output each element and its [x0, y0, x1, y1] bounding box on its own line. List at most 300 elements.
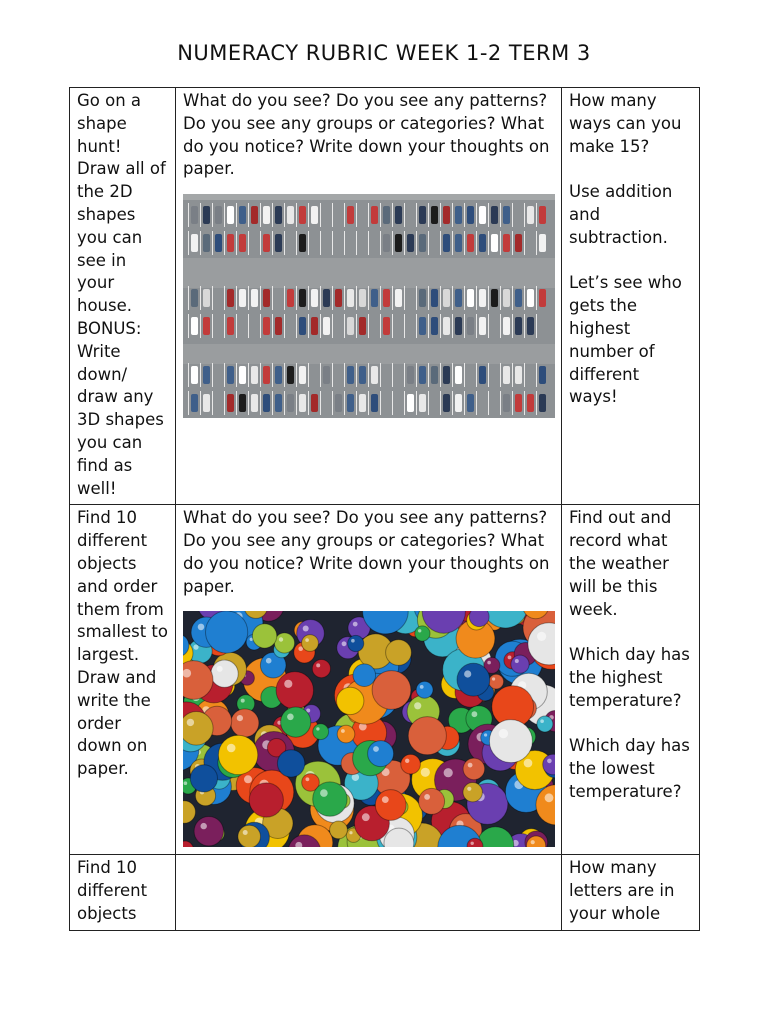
- marble-highlight: [341, 729, 345, 733]
- car: [311, 289, 318, 307]
- marble-highlight: [198, 623, 205, 630]
- car: [359, 289, 366, 307]
- parking-line: [188, 286, 189, 310]
- car: [455, 234, 462, 252]
- parking-line: [344, 231, 345, 255]
- marble-highlight: [472, 711, 478, 717]
- car: [347, 317, 354, 335]
- parking-line: [416, 231, 417, 255]
- parking-line: [296, 363, 297, 387]
- parking-line: [440, 203, 441, 227]
- car: [215, 234, 222, 252]
- marble: [463, 782, 482, 801]
- car: [215, 206, 222, 224]
- marble-highlight: [266, 657, 272, 663]
- parking-line: [296, 286, 297, 310]
- cell-letters: [562, 855, 700, 930]
- marble: [211, 660, 238, 687]
- car: [443, 394, 450, 412]
- marble-highlight: [342, 641, 347, 646]
- parking-line: [212, 286, 213, 310]
- car: [539, 289, 546, 307]
- car: [227, 394, 234, 412]
- car: [275, 366, 282, 384]
- parking-line: [440, 286, 441, 310]
- parking-line: [200, 286, 201, 310]
- rubric-table: [69, 87, 700, 931]
- car: [299, 366, 306, 384]
- car: [443, 206, 450, 224]
- parking-line: [224, 231, 225, 255]
- marble: [375, 789, 406, 820]
- marble: [457, 663, 490, 696]
- car: [359, 394, 366, 412]
- parking-line: [320, 363, 321, 387]
- car: [443, 289, 450, 307]
- car: [239, 394, 246, 412]
- car: [455, 317, 462, 335]
- parking-line: [392, 363, 393, 387]
- parking-line: [344, 286, 345, 310]
- car: [491, 206, 498, 224]
- parking-line: [248, 314, 249, 338]
- parking-line: [356, 363, 357, 387]
- cell-text: Find 10 different objects and order them from smallest to largest. Draw and write the order down on paper.: [77, 508, 174, 779]
- car: [311, 206, 318, 224]
- marble-highlight: [351, 638, 355, 642]
- car: [371, 289, 378, 307]
- parking-line: [428, 203, 429, 227]
- parking-line: [512, 363, 513, 387]
- car: [191, 206, 198, 224]
- parking-line: [392, 203, 393, 227]
- marble: [489, 719, 532, 762]
- car: [227, 317, 234, 335]
- car: [239, 206, 246, 224]
- car: [455, 394, 462, 412]
- car: [263, 206, 270, 224]
- car: [299, 394, 306, 412]
- car: [263, 317, 270, 335]
- parking-line: [416, 363, 417, 387]
- car: [323, 317, 330, 335]
- car: [503, 317, 510, 335]
- parking-line: [260, 363, 261, 387]
- car: [275, 234, 282, 252]
- car: [335, 394, 342, 412]
- parking-line: [224, 363, 225, 387]
- car: [467, 234, 474, 252]
- parking-line: [512, 203, 513, 227]
- parking-line: [524, 391, 525, 415]
- marble: [277, 749, 304, 776]
- car: [347, 394, 354, 412]
- parking-line: [344, 363, 345, 387]
- parking-line: [524, 363, 525, 387]
- parking-line: [536, 363, 537, 387]
- parking-line: [488, 286, 489, 310]
- car: [251, 206, 258, 224]
- marble-highlight: [201, 822, 207, 828]
- marble-highlight: [316, 663, 320, 667]
- marble-highlight: [421, 767, 430, 776]
- parking-line: [536, 286, 537, 310]
- parking-line: [404, 286, 405, 310]
- car: [431, 366, 438, 384]
- parking-line: [380, 286, 381, 310]
- parking-line: [248, 286, 249, 310]
- car: [503, 206, 510, 224]
- parking-line: [188, 203, 189, 227]
- parking-line: [428, 231, 429, 255]
- parking-line: [272, 363, 273, 387]
- parking-line: [476, 363, 477, 387]
- parking-line: [428, 391, 429, 415]
- car: [431, 289, 438, 307]
- parking-line: [368, 314, 369, 338]
- parking-line: [452, 314, 453, 338]
- marble: [416, 681, 433, 698]
- parking-line: [512, 314, 513, 338]
- marble: [190, 764, 217, 791]
- parking-line: [284, 286, 285, 310]
- car: [539, 206, 546, 224]
- marble: [281, 707, 311, 737]
- parking-line: [380, 203, 381, 227]
- car: [491, 289, 498, 307]
- parking-line: [536, 391, 537, 415]
- marble: [231, 708, 259, 736]
- car: [419, 366, 426, 384]
- car: [467, 317, 474, 335]
- parking-line: [320, 286, 321, 310]
- cell-text: Find out and record what the weather will be this week. Which day has the highest temperature? Which day has the lowest temperature?: [569, 508, 690, 801]
- car: [287, 206, 294, 224]
- marble-highlight: [531, 840, 535, 844]
- marble-highlight: [184, 781, 188, 785]
- car: [239, 234, 246, 252]
- marble: [353, 663, 376, 686]
- car: [407, 234, 414, 252]
- parking-line: [308, 286, 309, 310]
- cell-text: Go on a shape hunt! Draw all of the 2D shapes you can see in your house. BONUS: Write down/ draw any 3D shapes you can find as well!: [77, 91, 172, 498]
- marble-highlight: [492, 677, 495, 680]
- marble-highlight: [284, 679, 292, 687]
- parking-line: [464, 314, 465, 338]
- parking-line: [368, 203, 369, 227]
- parking-line: [356, 203, 357, 227]
- marble: [252, 623, 276, 647]
- marble: [330, 821, 348, 839]
- parking-line: [488, 391, 489, 415]
- parking-line: [224, 286, 225, 310]
- parking-line: [248, 391, 249, 415]
- car: [479, 206, 486, 224]
- car: [527, 394, 534, 412]
- marble-highlight: [227, 743, 236, 752]
- parking-line: [272, 391, 273, 415]
- parking-line: [380, 231, 381, 255]
- parking-line: [392, 314, 393, 338]
- car: [203, 394, 210, 412]
- parking-line: [476, 314, 477, 338]
- marble-highlight: [287, 713, 294, 720]
- car: [503, 394, 510, 412]
- marble: [206, 611, 248, 653]
- marble-highlight: [237, 715, 243, 721]
- marble-highlight: [444, 768, 453, 777]
- car: [515, 289, 522, 307]
- marble-highlight: [241, 698, 245, 702]
- car: [539, 366, 546, 384]
- car: [539, 234, 546, 252]
- car: [479, 317, 486, 335]
- parking-line: [260, 231, 261, 255]
- parking-line: [416, 314, 417, 338]
- parking-line: [416, 203, 417, 227]
- parking-line: [296, 203, 297, 227]
- parking-line: [200, 203, 201, 227]
- cell-shape-hunt: [70, 88, 176, 505]
- parking-line: [332, 231, 333, 255]
- parking-line: [500, 363, 501, 387]
- parking-line: [332, 363, 333, 387]
- marble-highlight: [420, 685, 424, 689]
- parking-line: [488, 363, 489, 387]
- parking-line: [356, 314, 357, 338]
- parking-line: [404, 231, 405, 255]
- marble: [408, 716, 446, 754]
- parking-line: [380, 363, 381, 387]
- car: [311, 317, 318, 335]
- marble-highlight: [405, 758, 409, 762]
- car: [299, 317, 306, 335]
- marble-highlight: [320, 789, 328, 797]
- car: [527, 206, 534, 224]
- car: [383, 317, 390, 335]
- marble-highlight: [547, 758, 552, 763]
- parking-line: [428, 314, 429, 338]
- parking-line: [536, 314, 537, 338]
- car: [239, 289, 246, 307]
- parking-line: [488, 203, 489, 227]
- car: [347, 366, 354, 384]
- parking-line: [452, 231, 453, 255]
- car: [443, 317, 450, 335]
- parking-line: [296, 391, 297, 415]
- parking-line: [428, 286, 429, 310]
- car: [203, 366, 210, 384]
- parking-line: [524, 231, 525, 255]
- car: [287, 289, 294, 307]
- car: [203, 289, 210, 307]
- marble-highlight: [306, 777, 310, 781]
- parking-line: [248, 231, 249, 255]
- parking-line: [488, 314, 489, 338]
- marble: [337, 725, 355, 743]
- car: [251, 394, 258, 412]
- parking-line: [320, 203, 321, 227]
- car: [359, 366, 366, 384]
- marble: [276, 671, 313, 708]
- parking-line: [476, 203, 477, 227]
- cell-marbles: [176, 505, 562, 855]
- parking-line: [236, 363, 237, 387]
- car: [383, 206, 390, 224]
- car: [383, 289, 390, 307]
- parking-line: [356, 391, 357, 415]
- parking-line: [260, 286, 261, 310]
- parking-line: [272, 314, 273, 338]
- car: [191, 234, 198, 252]
- car: [419, 317, 426, 335]
- car: [251, 289, 258, 307]
- car: [371, 206, 378, 224]
- table-row: [70, 88, 700, 505]
- marble: [313, 781, 347, 815]
- parking-line: [392, 391, 393, 415]
- marble-highlight: [305, 638, 309, 642]
- parking-line: [188, 391, 189, 415]
- parking-line: [392, 231, 393, 255]
- marble: [183, 711, 213, 745]
- parking-line: [368, 231, 369, 255]
- marble-highlight: [373, 746, 379, 752]
- marble: [274, 632, 294, 652]
- car: [323, 366, 330, 384]
- car: [407, 366, 414, 384]
- parking-line: [212, 391, 213, 415]
- car: [407, 394, 414, 412]
- parking-line: [344, 391, 345, 415]
- marble: [348, 635, 364, 651]
- parking-line: [512, 391, 513, 415]
- marble-highlight: [537, 631, 546, 640]
- car: [203, 234, 210, 252]
- parking-line: [308, 363, 309, 387]
- car: [455, 206, 462, 224]
- marble-highlight: [244, 775, 252, 783]
- parking-line: [476, 286, 477, 310]
- parking-line: [284, 363, 285, 387]
- car: [311, 394, 318, 412]
- parking-line: [524, 286, 525, 310]
- car: [263, 289, 270, 307]
- parking-line: [428, 363, 429, 387]
- cell-parking-lot: [176, 88, 562, 505]
- parking-line: [212, 231, 213, 255]
- marble: [537, 716, 553, 732]
- parking-line: [236, 203, 237, 227]
- car: [395, 234, 402, 252]
- marble-highlight: [545, 793, 554, 802]
- parking-line: [524, 203, 525, 227]
- marble: [313, 723, 329, 739]
- parking-line: [320, 391, 321, 415]
- car: [263, 394, 270, 412]
- car: [203, 206, 210, 224]
- parking-line: [404, 391, 405, 415]
- cell-text: How many letters are in your whole: [569, 858, 680, 923]
- parking-line: [464, 391, 465, 415]
- marble-highlight: [187, 718, 194, 725]
- marble-highlight: [468, 762, 473, 767]
- parking-line: [272, 286, 273, 310]
- car: [251, 366, 258, 384]
- marble: [218, 735, 257, 774]
- car: [455, 289, 462, 307]
- parking-line: [188, 231, 189, 255]
- car: [275, 317, 282, 335]
- car: [191, 289, 198, 307]
- car: [443, 366, 450, 384]
- car: [275, 206, 282, 224]
- parking-line: [464, 203, 465, 227]
- marble: [419, 788, 445, 814]
- parking-line: [224, 314, 225, 338]
- parking-line: [284, 231, 285, 255]
- car: [347, 206, 354, 224]
- parking-line: [464, 286, 465, 310]
- marble-highlight: [303, 625, 309, 631]
- car: [527, 289, 534, 307]
- parking-line: [488, 231, 489, 255]
- car: [263, 366, 270, 384]
- marble: [469, 611, 489, 627]
- car: [491, 234, 498, 252]
- marble: [249, 782, 283, 816]
- parking-line: [440, 391, 441, 415]
- car: [443, 234, 450, 252]
- parking-line: [284, 314, 285, 338]
- car: [227, 206, 234, 224]
- parking-line: [236, 231, 237, 255]
- car: [503, 366, 510, 384]
- car: [227, 234, 234, 252]
- marbles-photo: [183, 611, 555, 847]
- parking-line: [284, 203, 285, 227]
- parking-line: [500, 203, 501, 227]
- marble-highlight: [540, 719, 544, 723]
- parking-line: [500, 231, 501, 255]
- parking-line: [452, 203, 453, 227]
- parking-line: [404, 363, 405, 387]
- parking-line: [440, 314, 441, 338]
- marble-highlight: [414, 702, 421, 709]
- parking-line: [452, 286, 453, 310]
- cell-weather: [562, 505, 700, 855]
- car: [323, 289, 330, 307]
- cell-find-objects: [70, 855, 176, 930]
- parking-line: [212, 203, 213, 227]
- parking-line: [416, 286, 417, 310]
- car: [203, 317, 210, 335]
- car: [539, 394, 546, 412]
- parking-line: [260, 391, 261, 415]
- marble-highlight: [418, 629, 421, 632]
- marble: [401, 754, 421, 774]
- marble-highlight: [464, 670, 471, 677]
- parking-line: [512, 286, 513, 310]
- car: [515, 317, 522, 335]
- car: [503, 289, 510, 307]
- marble: [238, 825, 261, 847]
- parking-line: [452, 363, 453, 387]
- car: [227, 366, 234, 384]
- parking-line: [248, 203, 249, 227]
- marble-highlight: [353, 621, 358, 626]
- parking-line: [272, 203, 273, 227]
